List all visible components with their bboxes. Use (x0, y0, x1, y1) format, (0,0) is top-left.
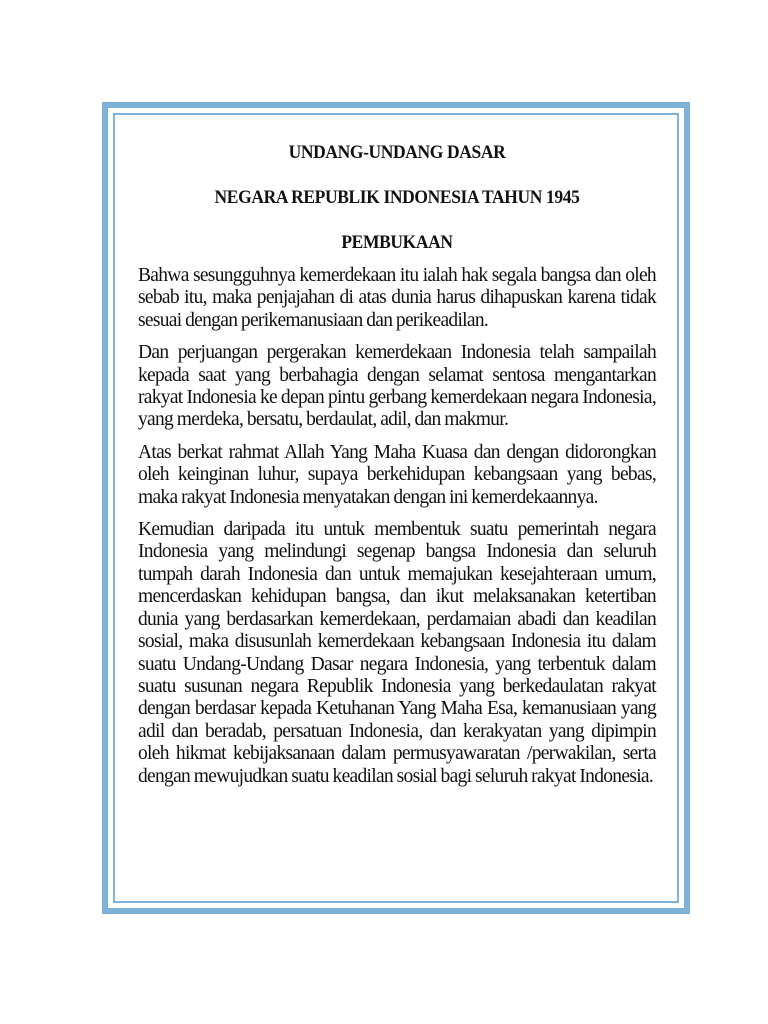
paragraph-1: Bahwa sesungguhnya kemerdekaan itu ialah hak segala bangsa dan oleh sebab itu, maka penjajahan di atas dunia harus dihapuskan karena tidak sesuai dengan perikemanusiaan dan perikeadilan. (138, 265, 656, 331)
document-content (138, 138, 656, 788)
paragraph-3: Atas berkat rahmat Allah Yang Maha Kuasa dan dengan didorongkan oleh keinginan luhur, supaya berkehidupan kebangsaan yang bebas, maka rakyat Indonesia menyatakan dengan ini kemerdekaannya. (138, 441, 656, 508)
document-subtitle: NEGARA REPUBLIK INDONESIA TAHUN 1945 (214, 187, 580, 208)
paragraph-2: Dan perjuangan pergerakan kemerdekaan Indonesia telah sampailah kepada saat yang berbahagia dengan selamat sentosa mengantarkan rakyat Indonesia ke depan pintu gerbang kemerdekaan negara Indonesia, yang merdeka, bersatu, berdaulat, adil, dan makmur. (138, 342, 656, 431)
document-title: UNDANG-UNDANG DASAR (288, 142, 506, 163)
section-heading: PEMBUKAAN (341, 232, 453, 253)
paragraph-4: Kemudian daripada itu untuk membentuk suatu pemerintah negara Indonesia yang melindungi segenap bangsa Indonesia dan seluruh tumpah darah Indonesia dan untuk memajukan kesejahteraan umum, mencerdaskan kehidupan bangsa, dan ikut melaksanakan ketertiban dunia yang berdasarkan kemerdekaan, perdamaian abadi dan keadilan sosial, maka disusunlah kemerdekaan kebangsaan Indonesia itu dalam suatu Undang-Undang Dasar negara Indonesia, yang terbentuk dalam suatu susunan negara Republik Indonesia yang berkedaulatan rakyat dengan berdasar kepada Ketuhanan Yang Maha Esa, kemanusiaan yang adil dan beradab, persatuan Indonesia, dan kerakyatan yang dipimpin oleh hikmat kebijaksanaan dalam permusyawaratan /perwakilan, serta dengan mewujudkan suatu keadilan sosial bagi seluruh rakyat Indonesia. (138, 519, 656, 787)
